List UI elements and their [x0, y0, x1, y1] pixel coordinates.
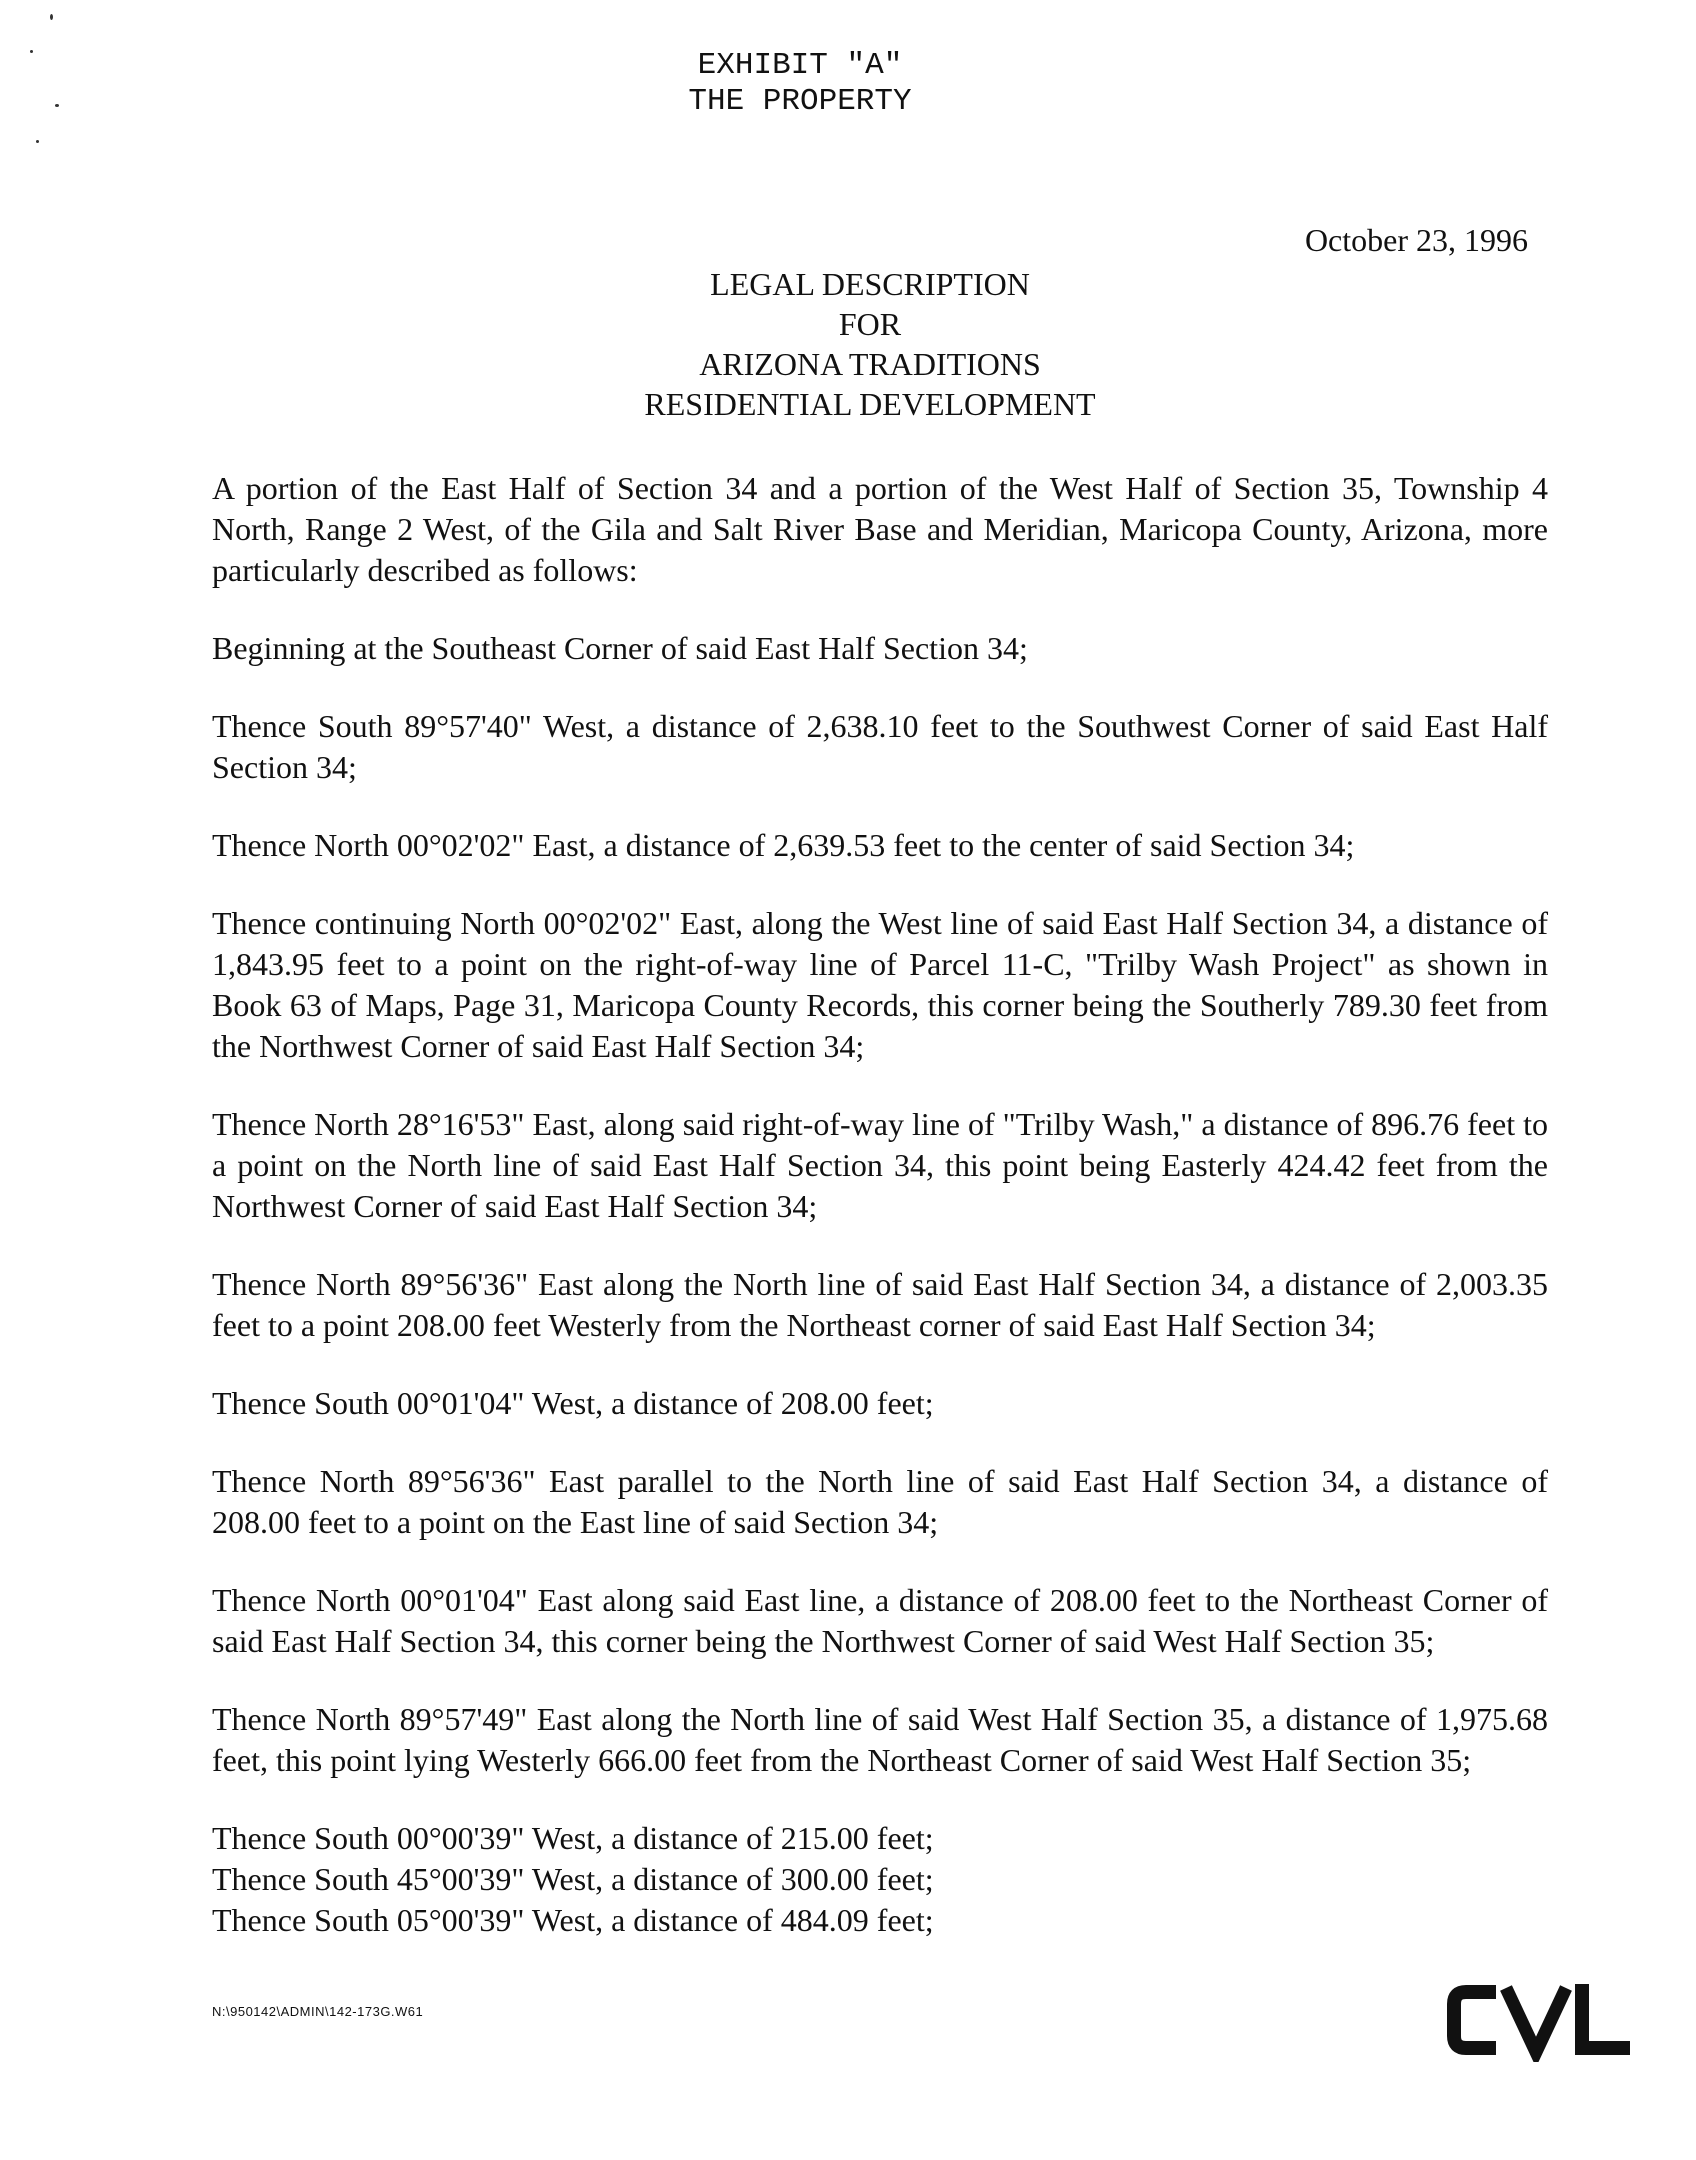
file-path-footer: N:\950142\ADMIN\142-173G.W61 [212, 2004, 424, 2019]
heading-line: LEGAL DESCRIPTION [710, 266, 1030, 302]
course-line: Thence South 00°00'39" West, a distance of 215.00 feet; [212, 1820, 934, 1856]
scan-speck [50, 14, 53, 20]
course-line: Thence South 45°00'39" West, a distance of 300.00 feet; [212, 1861, 934, 1897]
paragraph: Thence North 28°16'53" East, along said right-of-way line of "Trilby Wash," a distance of 896.76 feet to a point on the North line of said East Half Section 34, this point being Easterly 424.42 feet from the Northwest Corner of said East Half Section 34; [212, 1106, 1548, 1224]
legal-description-body [212, 468, 1548, 1941]
paragraph: Beginning at the Southeast Corner of said East Half Section 34; [212, 630, 1028, 666]
paragraph: Thence North 89°56'36" East parallel to the North line of said East Half Section 34, a distance of 208.00 feet to a point on the East line of said Section 34; [212, 1463, 1548, 1540]
scan-speck [36, 140, 39, 143]
document-date: October 23, 1996 [1304, 222, 1528, 258]
paragraph: Thence North 89°57'49" East along the North line of said West Half Section 35, a distance of 1,975.68 feet, this point lying Westerly 666.00 feet from the Northeast Corner of said West Half Section 35; [212, 1701, 1548, 1778]
paragraph: Thence North 00°02'02" East, a distance of 2,639.53 feet to the center of said Section 34; [212, 827, 1355, 863]
paragraph: Thence North 00°01'04" East along said East line, a distance of 208.00 feet to the Northeast Corner of said East Half Section 34, this corner being the Northwest Corner of said West Half Section 35; [212, 1582, 1548, 1659]
heading-line: RESIDENTIAL DEVELOPMENT [644, 386, 1096, 422]
exhibit-header [0, 48, 1600, 120]
heading-line: ARIZONA TRADITIONS [699, 346, 1041, 382]
paragraph: Thence South 00°01'04" West, a distance of 208.00 feet; [212, 1385, 934, 1421]
heading-line: FOR [838, 306, 902, 342]
paragraph: Thence continuing North 00°02'02" East, along the West line of said East Half Section 34, a distance of 1,843.95 feet to a point on the right-of-way line of Parcel 11-C, "Trilby Wash Project" as shown in Book 63 of Maps, Page 31, Maricopa County Records, this corner being the Southerly 789.30 feet from the Northwest Corner of said East Half Section 34; [212, 905, 1548, 1064]
property-title: THE PROPERTY [688, 84, 912, 119]
legal-description-heading [0, 264, 1696, 424]
course-line: Thence South 05°00'39" West, a distance of 484.09 feet; [212, 1902, 934, 1938]
paragraph: Thence South 89°57'40" West, a distance of 2,638.10 feet to the Southwest Corner of said East Half Section 34; [212, 708, 1548, 785]
cvl-logo [1444, 1978, 1634, 2062]
paragraph: Thence North 89°56'36" East along the North line of said East Half Section 34, a distance of 2,003.35 feet to a point 208.00 feet Westerly from the Northeast corner of said East Half Section 34; [212, 1266, 1548, 1343]
exhibit-title: EXHIBIT "A" [697, 48, 903, 83]
paragraph: A portion of the East Half of Section 34 and a portion of the West Half of Section 35, Township 4 North, Range 2 West, of the Gila and Salt River Base and Meridian, Maricopa County, Arizona, more particularly described as follows: [212, 470, 1548, 588]
